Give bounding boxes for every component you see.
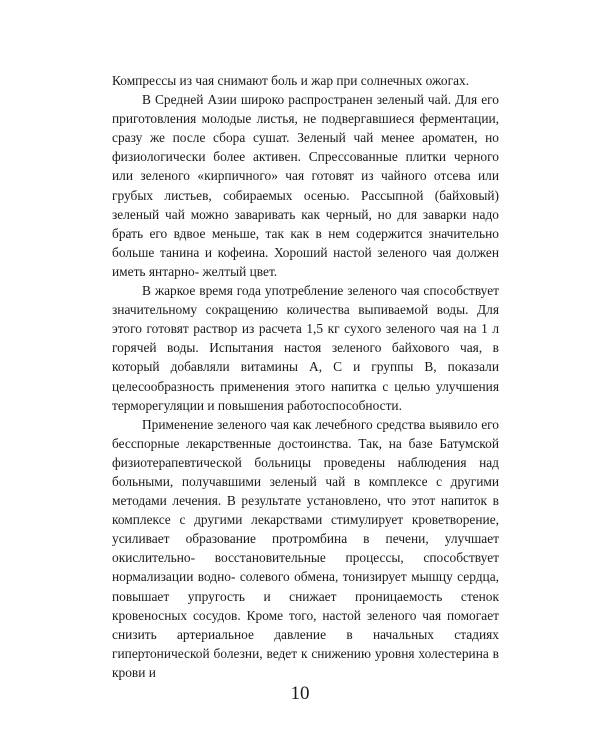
page-number: 10 [290,683,310,704]
paragraph-sunburn-compress: Компрессы из чая снимают боль и жар при солнечных ожогах. [112,73,470,88]
paragraph-green-tea-central-asia: В Средней Азии широко распространен зеленый чай. Для его приготовления молодые листья, не подвергавшиеся ферментации, сразу же после сбора сушат. Зеленый чай менее ароматен, но физиологически более активен. Спрессованные плитки черного или зеленого «кирпичного» чая готовят из чайного отсева или грубых листьев, собираемых осенью. Рассыпной (байховый) зеленый чай можно заваривать как черный, но для заварки надо брать его вдвое меньше, так как в нем содержится значительно больше танина и кофеина. Хороший настой зеленого чая должен иметь янтарно- желтый цвет. [112,92,499,279]
paragraph-hot-season-use: В жаркое время года употребление зеленого чая способствует значительному сокращению количества выпиваемой воды. Для этого готовят раствор из расчета 1,5 кг сухого зеленого чая на 1 л горячей воды. Испытания настоя зеленого байхового чая, в который добавляли витамины А, С и группы В, показали целесообразность применения этого напитка с целью улучшения терморегуляции и повышения работоспособности. [112,283,499,413]
paragraph-medicinal-use: Применение зеленого чая как лечебного средства выявило его бесспорные лекарственные достоинства. Так, на базе Батумской физиотерапевтической больницы проведены наблюдения над больными, получавшими зеленый чай в комплексе с другими методами лечения. В результате установлено, что этот напиток в комплексе с другими лекарствами стимулирует кроветворение, усиливает образование протромбина в печени, улучшает окислительно- восстановительные процессы, способствует нормализации водно- солевого обмена, тонизирует мышцу сердца, повышает упругость и снижает проницаемость стенок кровеносных сосудов. Кроме того, настой зеленого чая помогает снизить артериальное давление в начальных стадиях гипертонической болезни, ведет к снижению уровня холестерина в крови и [112,416,499,680]
body-text [112,71,499,682]
